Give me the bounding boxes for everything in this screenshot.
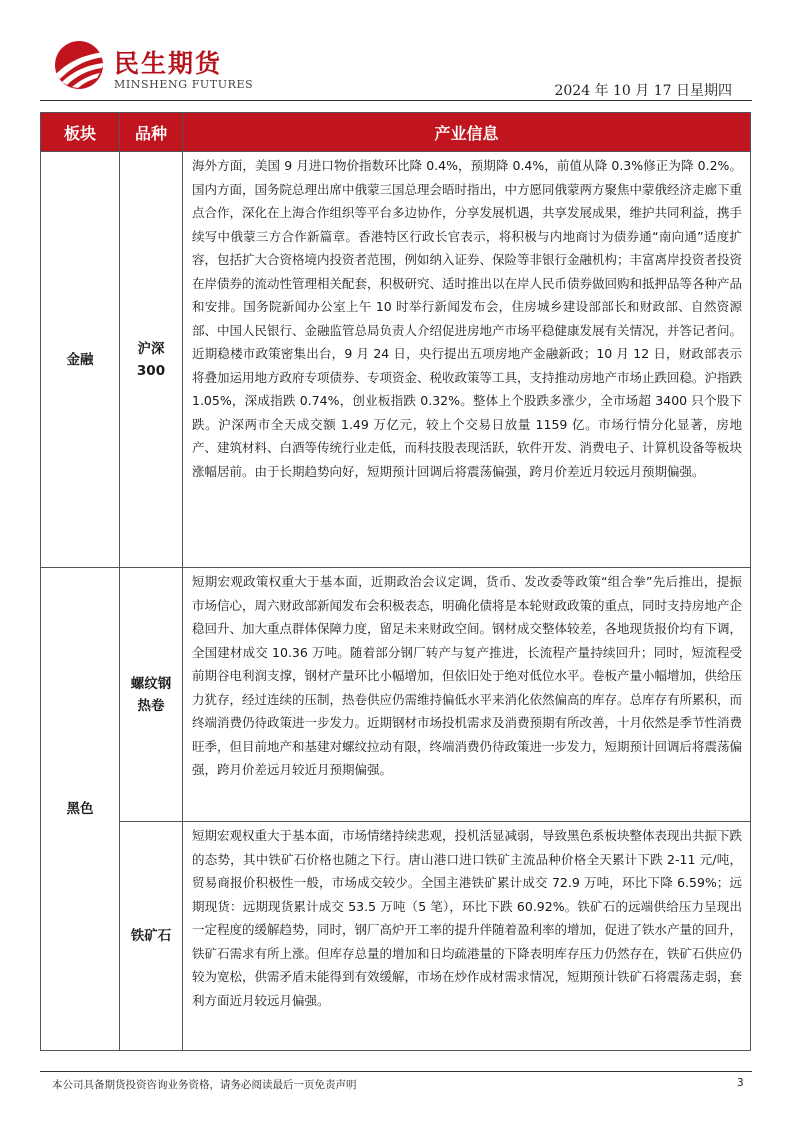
sector-finance: 金融 — [41, 152, 120, 568]
product-rebar-label: 螺纹钢 热卷 — [130, 675, 172, 714]
table-header-row — [41, 113, 751, 152]
info-rebar: 短期宏观政策权重大于基本面，近期政治会议定调，货币、发改委等政策“组合拳”先后推出，提振市场信心，周六财政部新闻发布会积极表态，明确化债将是本轮财政政策的重点，同时支持房地产企稳回升、加大重点群体保障力度，留足未来财政空间。钢材成交整体较差，各地现货报价均有下调，全国建材成交 10.36 万吨。随着部分钢厂转产与复产推进，长流程产量持续回升；同时，短流程受前期谷电利润支撑，钢材产量环比小幅增加，但依旧处于绝对低位水平。卷板产量小幅增加，供给压力犹存，经过连续的压制，热卷供应仍需维持偏低水平来消化依然偏高的库存。总库存有所累积，而终端消费仍待政策进一步发力。近期钢材市场投机需求及消费预期有所改善，十月依然是季节性消费旺季，但目前地产和基建对螺纹拉动有限，终端消费仍待政策进一步发力，短期预计回调后将震荡偏强，跨月价差远月较近月预期偏强。 — [183, 568, 751, 822]
brand-name-cn: 民生期货 — [114, 49, 223, 78]
product-csi300 — [120, 152, 183, 568]
brand-name-en: MINSHENG FUTURES — [114, 78, 254, 91]
product-rebar — [120, 568, 183, 822]
table-row-iron-ore — [41, 822, 751, 1051]
table-row-rebar — [41, 568, 751, 822]
header-info: 产业信息 — [183, 113, 751, 152]
page-header — [0, 0, 794, 110]
header-sector: 板块 — [41, 113, 120, 152]
sector-black: 黑色 — [41, 568, 120, 1051]
table-row-finance — [41, 152, 751, 568]
header-product: 品种 — [120, 113, 183, 152]
minsheng-logo-icon — [50, 40, 108, 90]
info-iron-ore: 短期宏观权重大于基本面，市场情绪持续悲观，投机活显减弱，导致黑色系板块整体表现出共振下跌的态势，其中铁矿石价格也随之下行。唐山港口进口铁矿主流品种价格全天累计下跌 2-11 元/吨，贸易商报价积极性一般，市场成交较少。全国主港铁矿累计成交 72.9 万吨，环比下降 6.59%；远期现货：远期现货累计成交 53.5 万吨（5 笔），环比下跌 60.92%。铁矿石的远端供给压力呈现出一定程度的缓解趋势，同时，钢厂高炉开工率的提升伴随着盈利率的增加，促进了铁水产量的回升，铁矿石需求有所上涨。但库存总量的增加和日均疏港量的下降表明库存压力仍然存在，铁矿石供应仍较为宽松，供需矛盾未能得到有效缓解，市场在炒作成材需求情况，短期预计铁矿石将震荡走弱，套利方面近月较远月偏强。 — [183, 822, 751, 1051]
info-csi300: 海外方面，美国 9 月进口物价指数环比降 0.4%，预期降 0.4%，前值从降 0.3%修正为降 0.2%。国内方面，国务院总理出席中俄蒙三国总理会晤时指出，中方愿同俄蒙两方聚焦中蒙俄经济走廊下重点合作，深化在上海合作组织等平台多边协作，分享发展机遇，共享发展成果，维护共同利益，携手续写中俄蒙三方合作新篇章。香港特区行政长官表示，将积极与内地商讨为债券通“南向通”适度扩容，包括扩大合资格境内投资者范围，例如纳入证券、保险等非银行金融机构；丰富离岸投资者投资在岸债券的流动性管理相关配套，积极研究、适时推出以在岸人民币债券做回购和抵押品等各种产品和安排。国务院新闻办公室上午 10 时举行新闻发布会，住房城乡建设部部长和财政部、自然资源部、中国人民银行、金融监管总局负责人介绍促进房地产市场平稳健康发展有关情况，并答记者问。近期稳楼市政策密集出台，9 月 24 日，央行提出五项房地产金融新政；10 月 12 日，财政部表示将叠加运用地方政府专项债券、专项资金、税收政策等工具，支持推动房地产市场止跌回稳。沪指跌 1.05%，深成指跌 0.74%，创业板指跌 0.32%。整体上个股跌多涨少，全市场超 3400 只个股下跌。沪深两市全天成交额 1.49 万亿元，较上个交易日放量 1159 亿。市场行情分化显著，房地产、建筑材料、白酒等传统行业走低，而科技股表现活跃，软件开发、消费电子、计算机设备等板块涨幅居前。由于长期趋势向好，短期预计回调后将震荡偏强，跨月价差近月较远月预期偏强。 — [183, 152, 751, 568]
product-iron-ore: 铁矿石 — [120, 822, 183, 1051]
report-date: 2024 年 10 月 17 日星期四 — [554, 83, 732, 99]
footer-disclaimer: 本公司具备期货投资咨询业务资格，请务必阅读最后一页免责声明 — [52, 1079, 357, 1091]
footer-divider — [40, 1071, 752, 1072]
page-number: 3 — [737, 1077, 744, 1089]
header-divider — [40, 100, 752, 101]
product-csi300-label: 沪深 300 — [136, 340, 166, 379]
industry-info-table — [40, 112, 751, 1051]
